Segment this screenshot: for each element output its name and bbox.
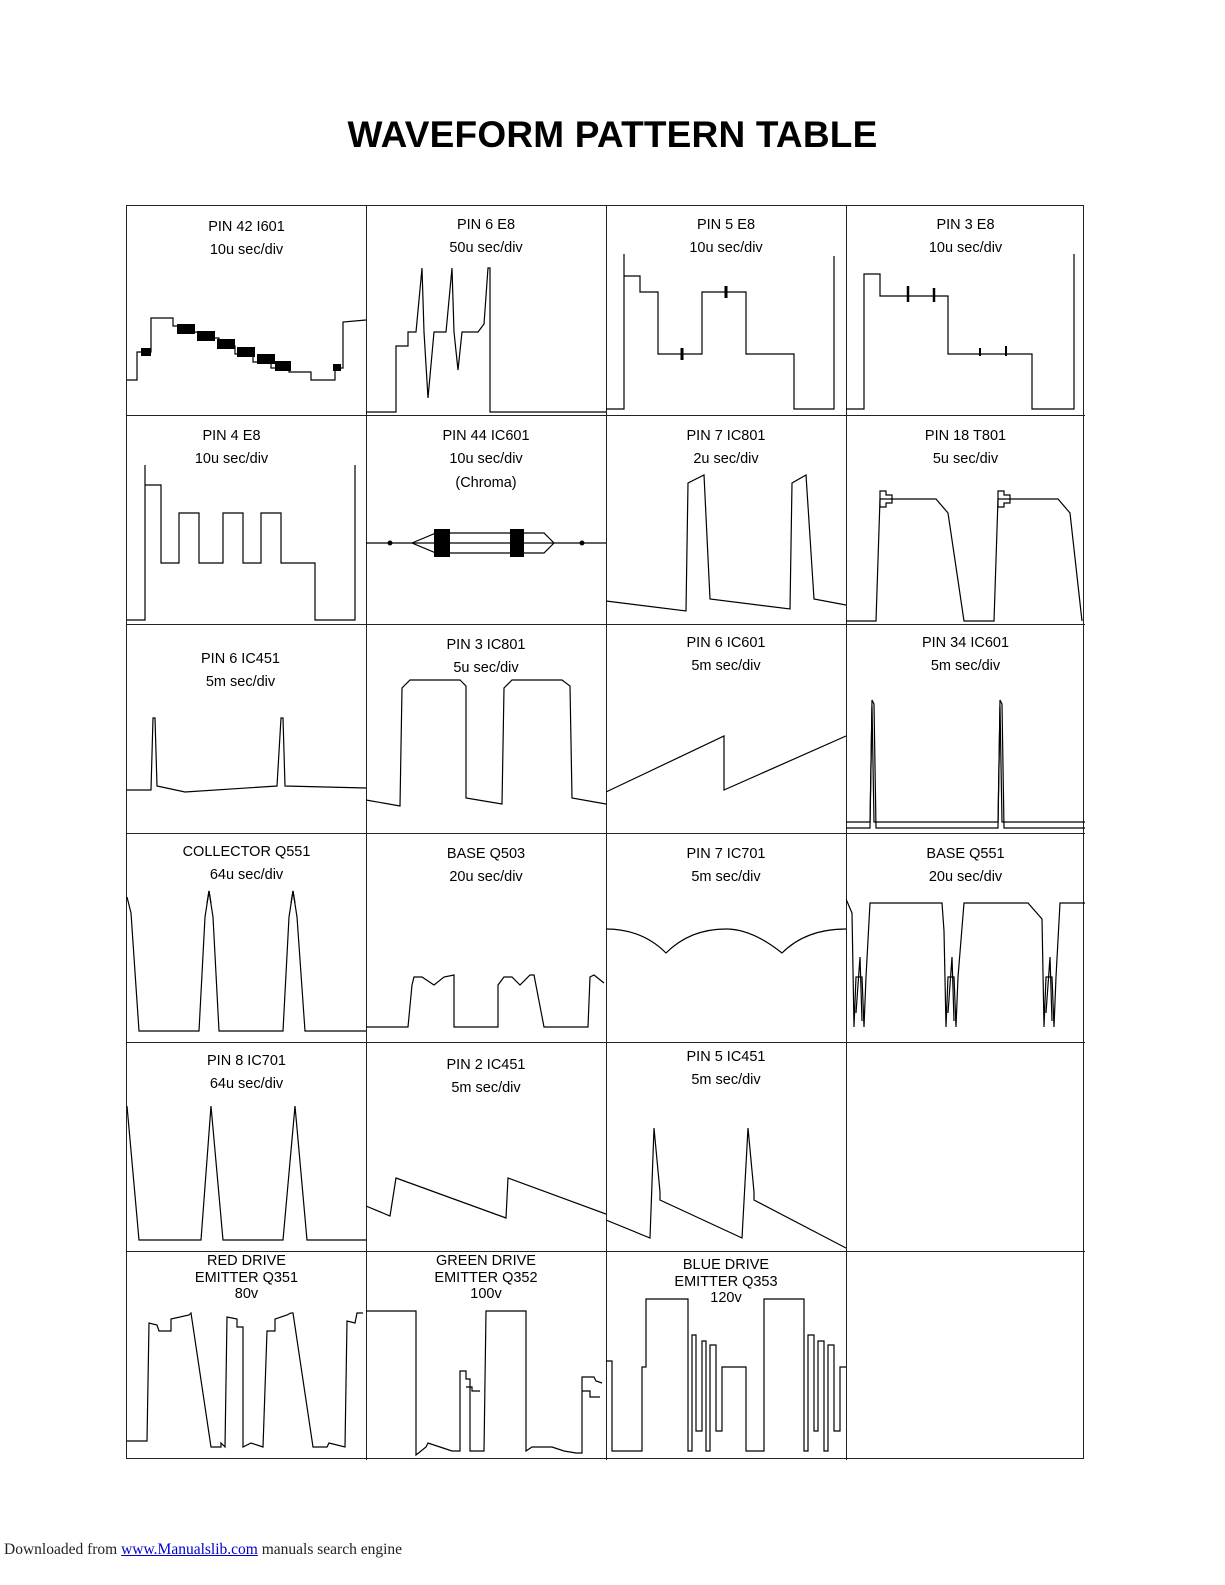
waveform-cell <box>366 833 607 1043</box>
cell-label-line2: 5m sec/div <box>451 1080 521 1097</box>
cell-label-line1: PIN 34 IC601 <box>921 635 1010 651</box>
cell-label-line2: 5m sec/div <box>691 869 761 886</box>
cell-label-line2: 5m sec/div <box>691 658 761 675</box>
waveform-cell <box>127 1251 367 1460</box>
page-title: WAVEFORM PATTERN TABLE <box>347 114 878 155</box>
waveform-cell <box>127 206 367 416</box>
cell-label-line2: 10u sec/div <box>209 242 284 259</box>
cell-label-line2: 10u sec/div <box>928 240 1003 257</box>
waveform-cell <box>366 415 607 625</box>
cell-label-line2: 10u sec/div <box>449 451 523 468</box>
cell-label-line1: PIN 4 E8 <box>202 428 261 444</box>
cell-label-line1: PIN 5 IC451 <box>686 1049 766 1065</box>
waveform-cell <box>127 415 367 625</box>
waveform-trace <box>606 1251 846 1460</box>
cell-label-line1: PIN 3 E8 <box>936 217 995 233</box>
cell-label-line1: PIN 6 IC451 <box>201 651 280 667</box>
cell-label-line2: 5u sec/div <box>453 660 519 677</box>
waveform-trace <box>366 1251 606 1460</box>
waveform-trace <box>366 206 606 416</box>
cell-label-line1: PIN 3 IC801 <box>446 637 526 653</box>
waveform-cell <box>366 624 607 834</box>
manualslib-link[interactable]: www.Manualslib.com <box>121 1541 258 1558</box>
footer-prefix: Downloaded from <box>4 1541 122 1558</box>
waveform-cell-empty <box>846 1042 1085 1252</box>
cell-label-line1: PIN 6 IC601 <box>686 635 766 651</box>
cell-label-line2: 2u sec/div <box>693 451 759 468</box>
waveform-trace <box>366 415 606 625</box>
waveform-trace <box>366 624 606 834</box>
waveform-trace <box>606 833 846 1043</box>
cell-label-line1: PIN 18 T801 <box>924 428 1007 444</box>
waveform-trace <box>127 833 367 1043</box>
cell-label-line2: 5u sec/div <box>932 451 999 468</box>
waveform-cell <box>846 415 1085 625</box>
cell-label-line2: 5m sec/div <box>205 674 276 691</box>
waveform-trace <box>846 206 1085 416</box>
waveform-trace <box>846 624 1085 834</box>
waveform-trace <box>846 833 1085 1043</box>
waveform-cell <box>366 1251 607 1460</box>
waveform-trace <box>606 206 846 416</box>
cell-label-line1: PIN 2 IC451 <box>446 1057 526 1073</box>
cell-label-line1: BASE Q551 <box>926 846 1005 862</box>
waveform-cell <box>606 1042 847 1252</box>
cell-label-line1: PIN 5 E8 <box>696 217 756 233</box>
cell-label-line2: 20u sec/div <box>449 869 523 886</box>
cell-label-line1: BASE Q503 <box>446 846 526 862</box>
cell-label-line3: 80v <box>234 1286 259 1303</box>
cell-label-line1: COLLECTOR Q551 <box>182 844 311 860</box>
cell-label-line2: 64u sec/div <box>209 867 284 884</box>
waveform-cell <box>127 624 367 834</box>
cell-label-line2: EMITTER Q353 <box>674 1273 778 1290</box>
cell-label-line2: EMITTER Q352 <box>434 1269 538 1286</box>
waveform-table <box>126 205 1084 1459</box>
cell-label-line3: 120v <box>710 1290 742 1307</box>
cell-label-line2: EMITTER Q351 <box>194 1269 299 1286</box>
waveform-cell <box>366 1042 607 1252</box>
cell-label-line1: PIN 7 IC701 <box>686 846 766 862</box>
waveform-cell <box>606 206 847 416</box>
waveform-cell <box>606 833 847 1043</box>
waveform-cell <box>606 624 847 834</box>
waveform-trace <box>606 624 846 834</box>
cell-label-line2: 20u sec/div <box>928 869 1003 886</box>
cell-label-line1: GREEN DRIVE <box>436 1253 536 1269</box>
waveform-cell <box>606 1251 847 1460</box>
cell-label-line2: 50u sec/div <box>449 240 523 257</box>
waveform-cell <box>127 1042 367 1252</box>
cell-label-line2: 5m sec/div <box>691 1072 761 1089</box>
waveform-trace <box>366 1042 606 1252</box>
waveform-trace <box>606 415 846 625</box>
waveform-cell <box>127 833 367 1043</box>
waveform-trace <box>606 1042 846 1252</box>
waveform-cell <box>606 415 847 625</box>
cell-label-line1: BLUE DRIVE <box>682 1257 770 1273</box>
footer <box>4 1541 402 1559</box>
cell-label-line1: PIN 44 IC601 <box>442 428 530 444</box>
waveform-cell <box>846 624 1085 834</box>
waveform-trace <box>127 1251 367 1460</box>
waveform-trace <box>127 206 367 416</box>
waveform-cell-empty <box>846 1251 1085 1460</box>
waveform-cell <box>366 206 607 416</box>
cell-label-line1: PIN 42 I601 <box>208 219 285 235</box>
cell-label-line3: (Chroma) <box>455 474 517 491</box>
waveform-trace <box>127 624 367 834</box>
waveform-trace <box>127 1042 367 1252</box>
cell-label-line2: 5m sec/div <box>930 658 1001 675</box>
cell-label-line1: PIN 6 E8 <box>456 217 516 233</box>
cell-label-line2: 10u sec/div <box>194 451 269 468</box>
cell-label-line3: 100v <box>470 1286 502 1303</box>
cell-label-line2: 10u sec/div <box>689 240 763 257</box>
footer-suffix: manuals search engine <box>257 1541 403 1558</box>
cell-label-line1: PIN 7 IC801 <box>686 428 766 444</box>
cell-label-line1: PIN 8 IC701 <box>207 1053 286 1069</box>
waveform-trace <box>127 415 367 625</box>
waveform-cell <box>846 833 1085 1043</box>
cell-label-line2: 64u sec/div <box>209 1076 284 1093</box>
waveform-trace <box>846 415 1085 625</box>
waveform-trace <box>366 833 606 1043</box>
waveform-cell <box>846 206 1085 416</box>
cell-label-line1: RED DRIVE <box>207 1253 286 1269</box>
